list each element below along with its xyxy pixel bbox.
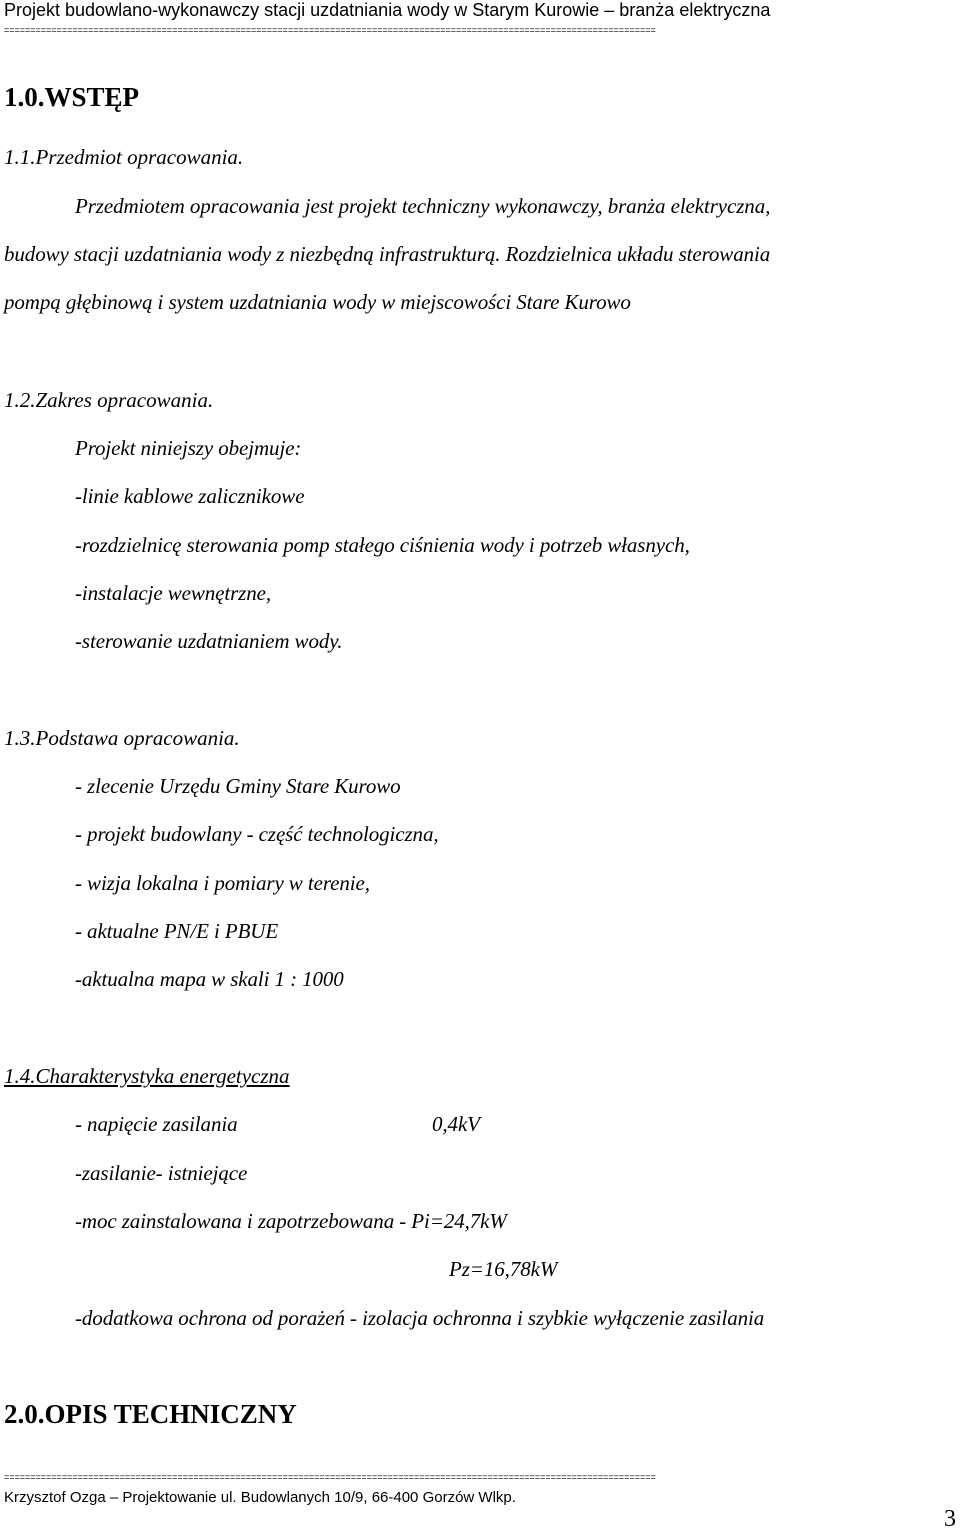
paragraph-line: Przedmiotem opracowania jest projekt techniczny wykonawczy, branża elektryczna, xyxy=(75,194,771,218)
subsection-heading-przedmiot: 1.1.Przedmiot opracowania. xyxy=(4,145,244,169)
list-item: - aktualne PN/E i PBUE xyxy=(75,919,279,943)
supply-line: -zasilanie- istniejące xyxy=(75,1161,248,1185)
document-header-title: Projekt budowlano-wykonawczy stacji uzdatniania wody w Starym Kurowie – branża elektryczna xyxy=(4,0,771,20)
list-item: - wizja lokalna i pomiary w terenie, xyxy=(75,871,370,895)
paragraph-line: pompą głębinową i system uzdatniania wody w miejscowości Stare Kurowo xyxy=(4,290,631,314)
subsection-heading-podstawa: 1.3.Podstawa opracowania. xyxy=(4,726,240,750)
protection-line: -dodatkowa ochrona od porażeń - izolacja ochronna i szybkie wyłączenie zasilania xyxy=(75,1306,765,1330)
list-item: - zlecenie Urzędu Gminy Stare Kurowo xyxy=(75,774,401,798)
voltage-value: 0,4kV xyxy=(432,1112,480,1136)
list-item: -linie kablowe zalicznikowe xyxy=(75,484,305,508)
page-number: 3 xyxy=(944,1506,956,1532)
power-line: -moc zainstalowana i zapotrzebowana - Pi=24,7kW xyxy=(75,1209,507,1233)
subsection-heading-zakres: 1.2.Zakres opracowania. xyxy=(4,388,214,412)
section-heading-wstep: 1.0.WSTĘP xyxy=(4,82,140,112)
footer-text: Krzysztof Ozga – Projektowanie ul. Budowlanych 10/9, 66-400 Gorzów Wlkp. xyxy=(4,1489,516,1506)
list-item: - projekt budowlany - część technologiczna, xyxy=(75,822,439,846)
list-item: -aktualna mapa w skali 1 : 1000 xyxy=(75,967,344,991)
list-item: -sterowanie uzdatnianiem wody. xyxy=(75,629,343,653)
section-heading-opis: 2.0.OPIS TECHNICZNY xyxy=(4,1399,297,1429)
list-intro: Projekt niniejszy obejmuje: xyxy=(75,436,302,460)
footer-divider: ============================================================================================================================ xyxy=(4,1472,656,1482)
voltage-label: - napięcie zasilania xyxy=(75,1112,238,1136)
list-item: -instalacje wewnętrzne, xyxy=(75,581,272,605)
list-item: -rozdzielnicę sterowania pomp stałego ciśnienia wody i potrzeb własnych, xyxy=(75,533,690,557)
pz-value: Pz=16,78kW xyxy=(449,1257,558,1281)
paragraph-line: budowy stacji uzdatniania wody z niezbędną infrastrukturą. Rozdzielnica układu sterowania xyxy=(4,242,771,266)
header-divider: ============================================================================================================================ xyxy=(4,25,656,35)
subsection-heading-charakterystyka xyxy=(4,1064,290,1089)
subsection-heading-charakterystyka-text: 1.4.Charakterystyka energetyczna xyxy=(4,1064,290,1088)
